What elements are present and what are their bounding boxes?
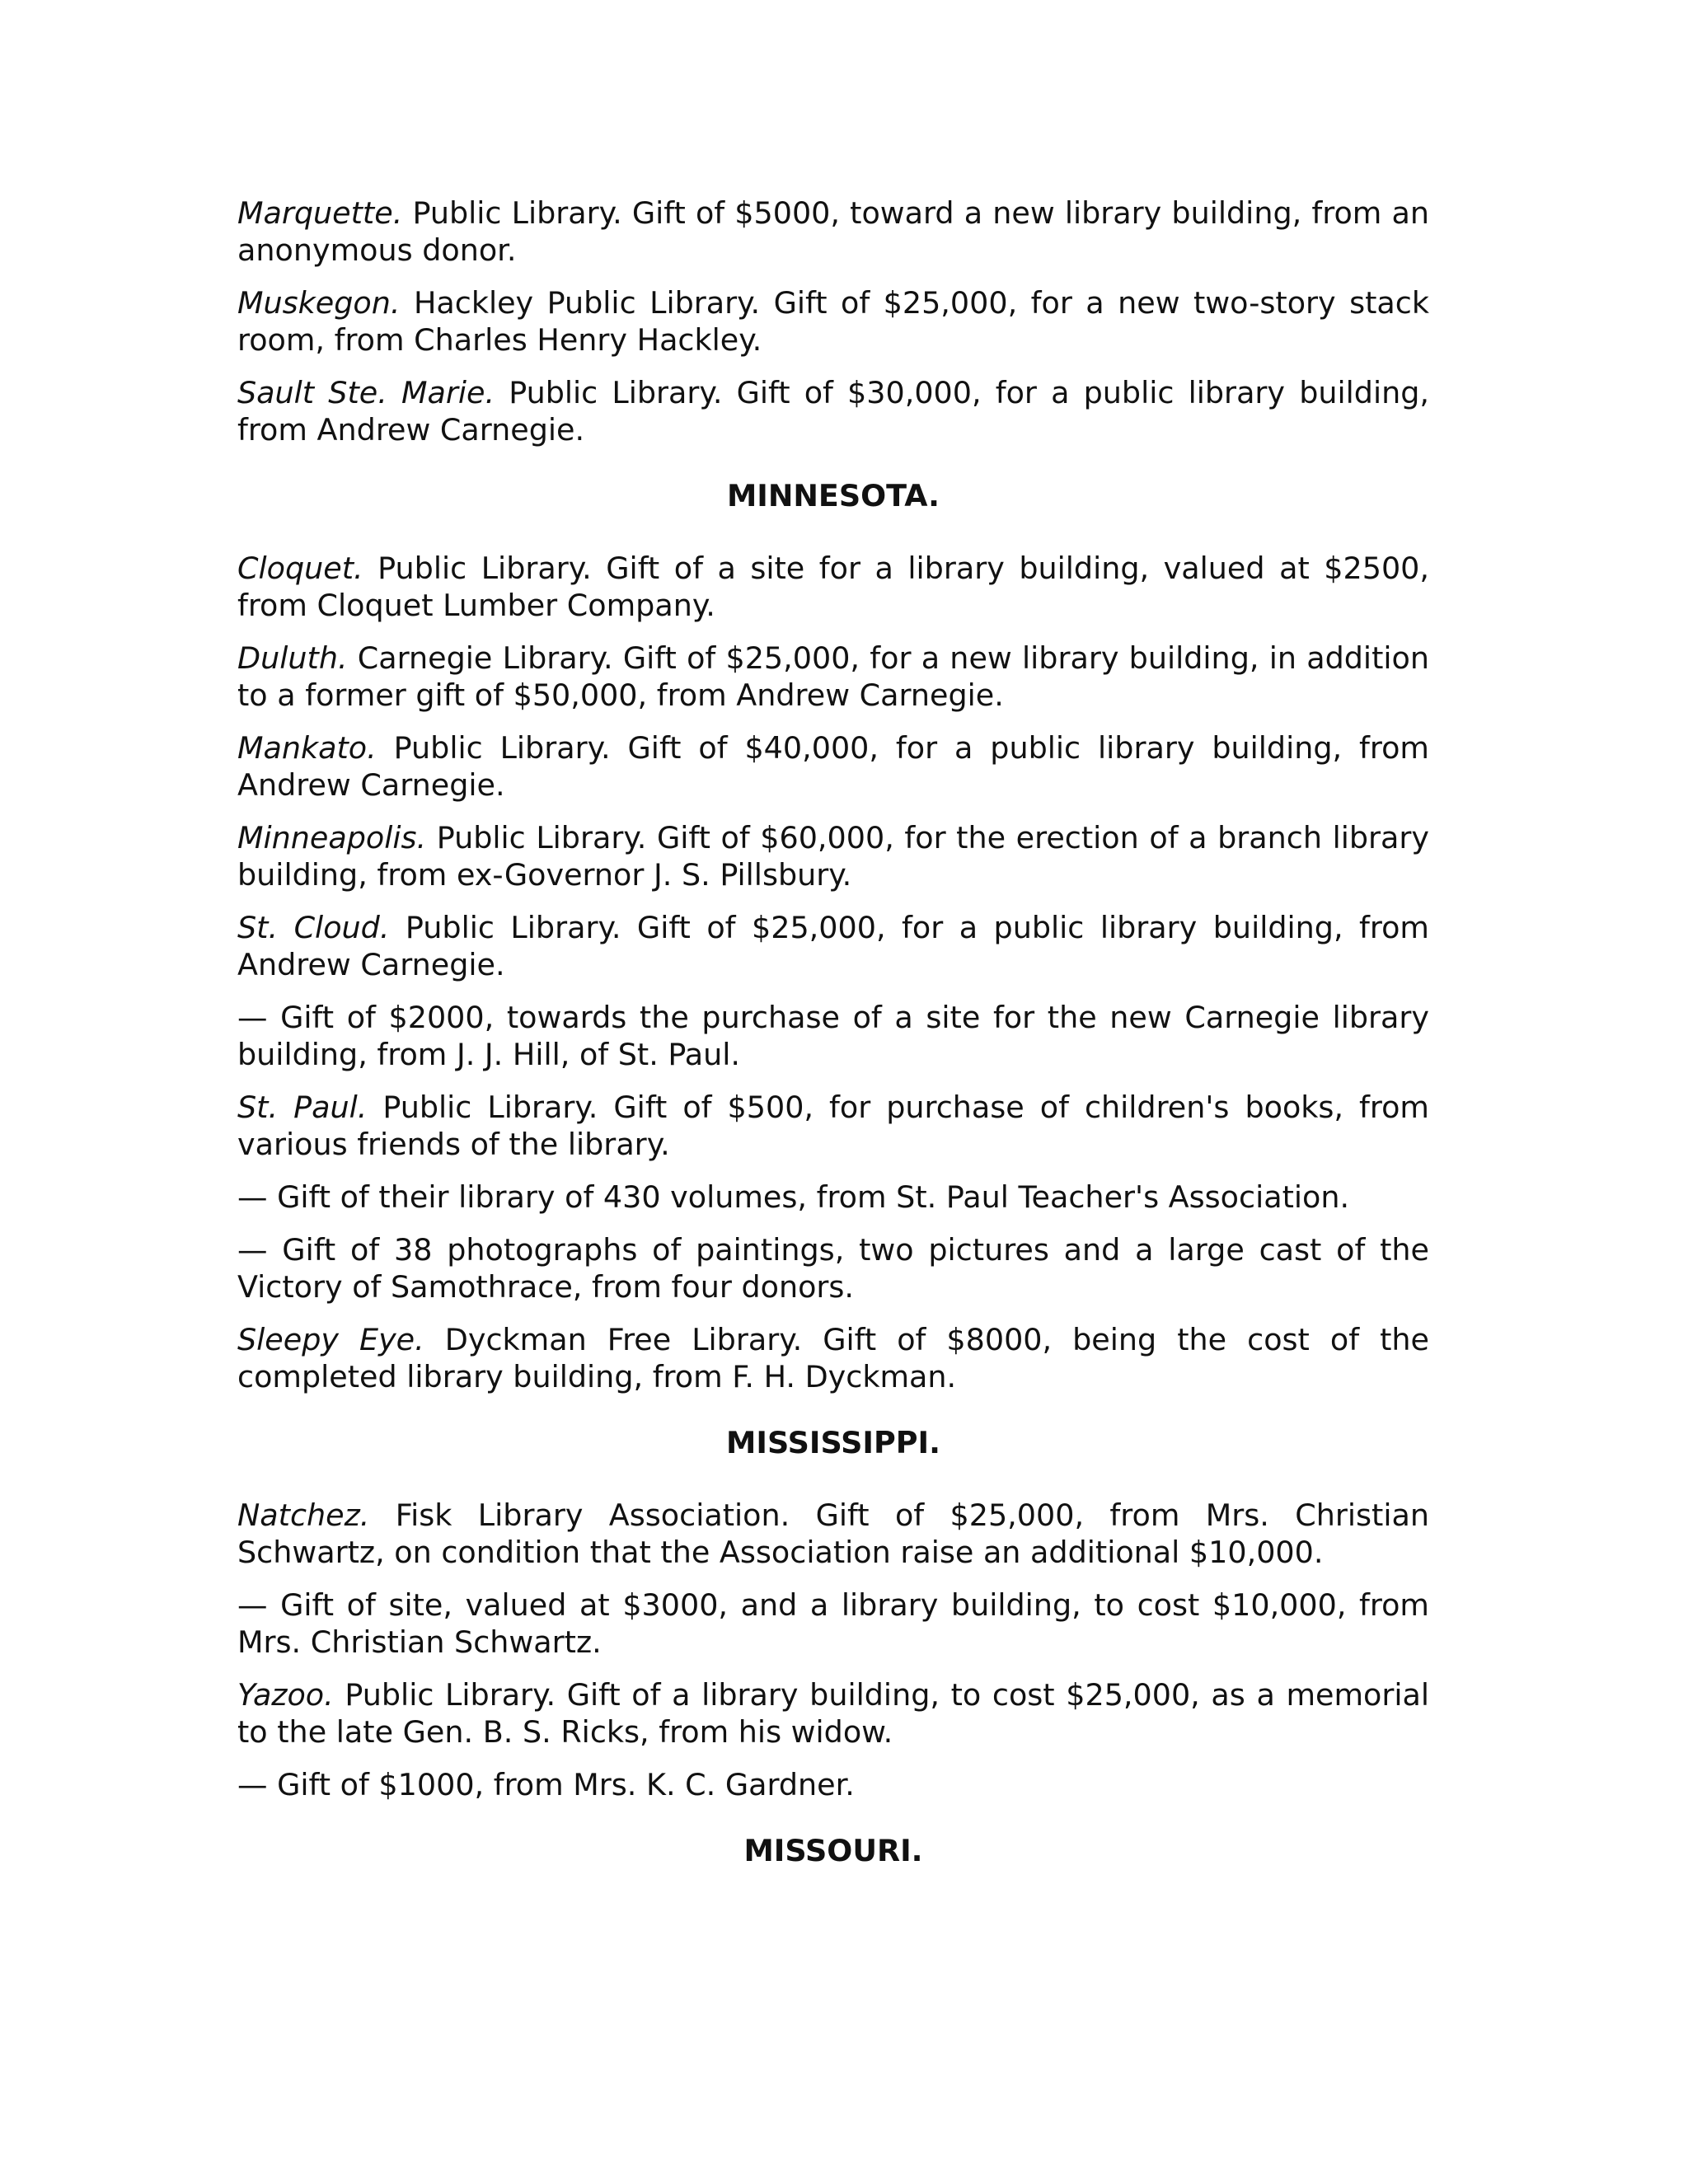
entry-minneapolis [237,819,1429,893]
entry-text: Public Library. Gift of $30,000, for a public library building, from Andrew Carnegie. [237,375,1429,448]
place-name: Cloquet. [237,551,363,586]
place-name: St. Cloud. [237,910,390,945]
section-michigan-continued [237,194,1429,448]
place-name: Natchez. [237,1497,370,1533]
entry-st-paul-additional-2 [237,1231,1429,1305]
entry-text: Public Library. Gift of $40,000, for a public library building, from Andrew Carnegie. [237,730,1429,803]
entry-text: — Gift of site, valued at $3000, and a library building, to cost $10,000, from Mrs. Christian Schwartz. [237,1587,1429,1660]
entry-text: — Gift of $1000, from Mrs. K. C. Gardner. [237,1767,855,1802]
place-name: Muskegon. [237,285,401,321]
entry-text: — Gift of 38 photographs of paintings, two pictures and a large cast of the Victory of Samothrace, from four donors. [237,1232,1429,1305]
entry-text: — Gift of their library of 430 volumes, from St. Paul Teacher's Association. [237,1179,1350,1215]
entry-marquette [237,194,1429,269]
entry-mankato [237,729,1429,804]
entry-st-cloud [237,909,1429,983]
entry-text: Hackley Public Library. Gift of $25,000, for a new two-story stack room, from Charles Henry Hackley. [237,285,1429,358]
entry-st-paul-additional-1 [237,1179,1429,1216]
place-name: Sault Ste. Marie. [237,375,495,410]
entry-text: Public Library. Gift of a library building, to cost $25,000, as a memorial to the late Gen. B. S. Ricks, from his widow. [237,1677,1429,1750]
entry-text: Public Library. Gift of $60,000, for the erection of a branch library building, from ex-Governor J. S. Pillsbury. [237,820,1429,893]
place-name: Minneapolis. [237,820,427,855]
entry-text: Public Library. Gift of a site for a library building, valued at $2500, from Cloquet Lumber Company. [237,551,1429,623]
document-page [237,194,1429,1905]
place-name: St. Paul. [237,1090,368,1125]
entry-st-cloud-additional [237,999,1429,1073]
entry-natchez-additional [237,1586,1429,1661]
entry-text: Fisk Library Association. Gift of $25,000, from Mrs. Christian Schwartz, on condition that the Association raise an additional $10,000. [237,1497,1429,1570]
section-heading: MINNESOTA. [726,478,940,513]
entry-text: — Gift of $2000, towards the purchase of a site for the new Carnegie library building, from J. J. Hill, of St. Paul. [237,1000,1429,1072]
entry-text: Carnegie Library. Gift of $25,000, for a new library building, in addition to a former gift of $50,000, from Andrew Carnegie. [237,640,1429,713]
entry-yazoo-additional [237,1766,1429,1803]
place-name: Marquette. [237,195,403,231]
entry-muskegon [237,284,1429,359]
entry-natchez [237,1497,1429,1571]
section-minnesota [237,477,1429,1395]
entry-sleepy-eye [237,1321,1429,1395]
place-name: Yazoo. [237,1677,334,1713]
entry-st-paul [237,1089,1429,1163]
place-name: Mankato. [237,730,377,766]
place-name: Sleepy Eye. [237,1322,424,1357]
section-missouri [237,1832,1429,1869]
entry-text: Public Library. Gift of $5000, toward a new library building, from an anonymous donor. [237,195,1429,268]
entry-sault-ste-marie [237,374,1429,448]
entry-cloquet [237,550,1429,624]
entry-text: Public Library. Gift of $500, for purchase of children's books, from various friends of the library. [237,1090,1429,1162]
entry-text: Public Library. Gift of $25,000, for a public library building, from Andrew Carnegie. [237,910,1429,982]
entry-yazoo [237,1676,1429,1750]
section-heading: MISSOURI. [743,1833,923,1868]
entry-duluth [237,640,1429,714]
section-heading: MISSISSIPPI. [726,1425,940,1460]
section-mississippi [237,1424,1429,1803]
place-name: Duluth. [237,640,348,676]
entry-text: Dyckman Free Library. Gift of $8000, being the cost of the completed library building, from F. H. Dyckman. [237,1322,1429,1394]
